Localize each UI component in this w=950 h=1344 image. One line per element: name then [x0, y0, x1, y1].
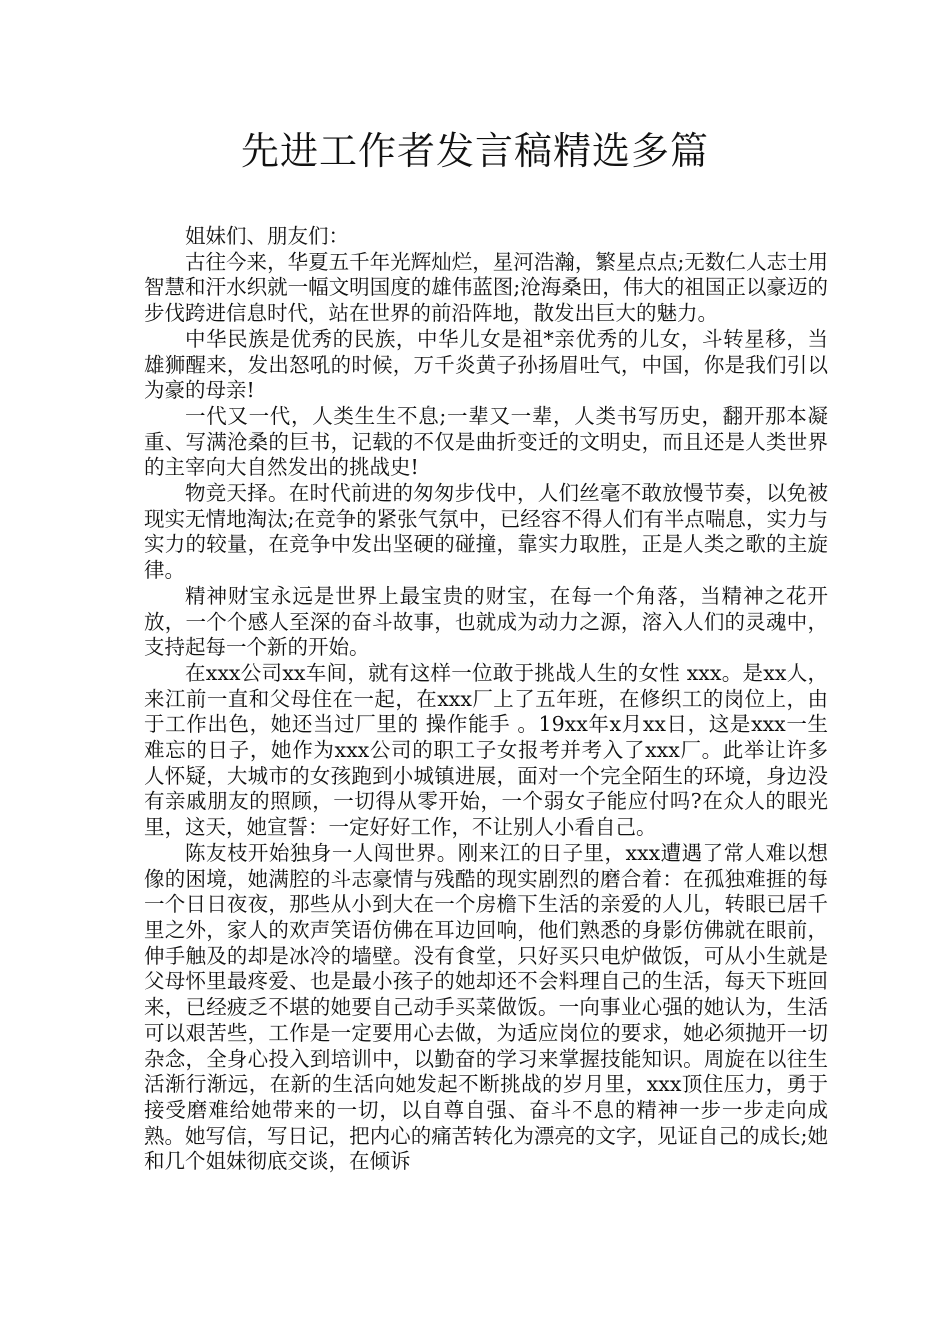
- paragraph: 一代又一代，人类生生不息;一辈又一辈，人类书写历史，翻开那本凝重、写满沧桑的巨书，记载的不仅是曲折变迁的文明史，而且还是人类世界的主宰向大自然发出的挑战史!: [144, 403, 828, 480]
- paragraph-salutation: 姐妹们、朋友们：: [185, 224, 349, 248]
- paragraph: 陈友枝开始独身一人闯世界。刚来江的日子里，xxx遭遇了常人难以想像的困境，她满腔的斗志豪情与残酷的现实剧烈的磨合着：在孤独难捱的每一个日日夜夜，那些从小到大在一个房檐下生活的亲爱的人儿，转眼已居千里之外，家人的欢声笑语仿佛在耳边回响，他们熟悉的身影仿佛就在眼前，伸手触及的却是冰冷的墙壁。没有食堂，只好买只电炉做饭，可从小生就是父母怀里最疼爱、也是最小孩子的她却还不会料理自己的生活，每天下班回来，已经疲乏不堪的她要自己动手买菜做饭。一向事业心强的她认为，生活可以艰苦些，工作是一定要用心去做，为适应岗位的要求，她必须抛开一切杂念，全身心投入到培训中，以勤奋的学习来掌握技能知识。周旋在以往生活渐行渐远，在新的生活向她发起不断挑战的岁月里，xxx顶住压力，勇于接受磨难给她带来的一切，以自尊自强、奋斗不息的精神一步一步走向成熟。她写信，写日记，把内心的痛苦转化为漂亮的文字，见证自己的成长;她和几个姐妹彻底交谈，在倾诉: [144, 840, 828, 1174]
- document-body: [144, 224, 828, 1175]
- paragraph: 在xxx公司xx车间，就有这样一位敢于挑战人生的女性 xxx。是xx人，来江前一直和父母住在一起，在xxx厂上了五年班，在修织工的岗位上，由于工作出色，她还当过厂里的 操作能手 。19xx年x月xx日，这是xxx一生难忘的日子，她作为xxx公司的职工子女报考并考入了xxx厂。此举让许多人怀疑，大城市的女孩跑到小城镇进展，面对一个完全陌生的环境，身边没有亲戚朋友的照顾，一切得从零开始，一个弱女子能应付吗?在众人的眼光里，这天，她宣誓：一定好好工作，不让别人小看自己。: [144, 660, 828, 840]
- document-title: 先进工作者发言稿精选多篇: [240, 129, 709, 173]
- paragraph: 物竞天择。在时代前进的匆匆步伐中，人们丝毫不敢放慢节奏，以免被现实无情地淘汰;在竞争的紧张气氛中，已经容不得人们有半点喘息，实力与实力的较量，在竞争中发出坚硬的碰撞，靠实力取胜，正是人类之歌的主旋律。: [144, 481, 828, 583]
- paragraph: 精神财宝永远是世界上最宝贵的财宝，在每一个角落，当精神之花开放，一个个感人至深的奋斗故事，也就成为动力之源，溶入人们的灵魂中，支持起每一个新的开始。: [144, 583, 828, 660]
- paragraph: 中华民族是优秀的民族，中华儿女是祖*亲优秀的儿女，斗转星移，当雄狮醒来，发出怒吼的时候，万千炎黄子孙扬眉吐气，中国，你是我们引以为豪的母亲!: [144, 326, 828, 403]
- paragraph: 古往今来，华夏五千年光辉灿烂，星河浩瀚，繁星点点;无数仁人志士用智慧和汗水织就一幅文明国度的雄伟蓝图;沧海桑田，伟大的祖国正以豪迈的步伐跨进信息时代，站在世界的前沿阵地，散发出巨大的魅力。: [144, 249, 828, 326]
